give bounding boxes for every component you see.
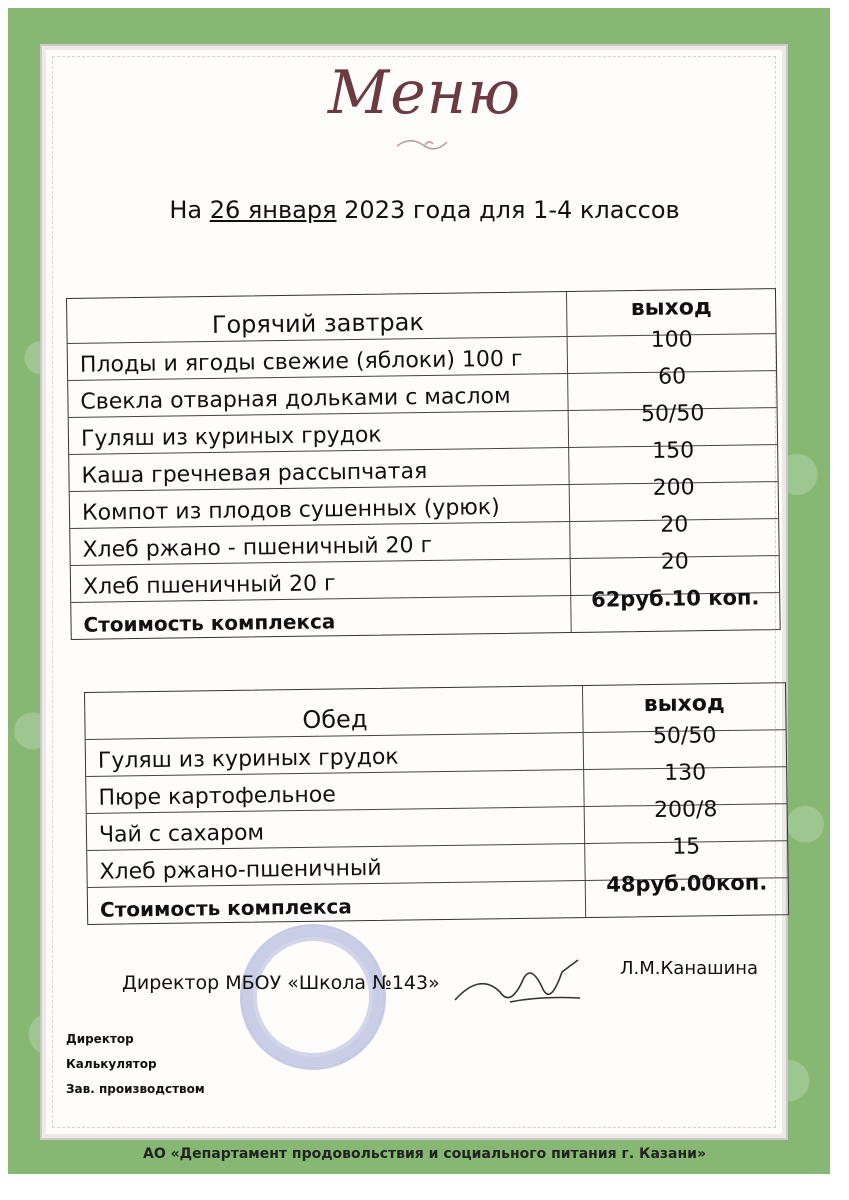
subtitle-date: 26 января bbox=[209, 196, 337, 224]
director-line: Директор МБОУ «Школа №143» bbox=[122, 972, 440, 994]
dish-portion: 150 bbox=[652, 438, 695, 464]
official-stamp bbox=[240, 924, 386, 1070]
dish-name: Хлеб пшеничный 20 г bbox=[71, 559, 571, 602]
breakfast-header-out: выход bbox=[630, 294, 712, 322]
approval-calculator: Калькулятор bbox=[66, 1057, 157, 1071]
dish-portion: 130 bbox=[664, 760, 707, 786]
total-price: 48руб.00коп. bbox=[606, 870, 768, 897]
total-label: Стоимость комплекса bbox=[71, 596, 571, 639]
dish-portion: 50/50 bbox=[640, 401, 705, 427]
menu-date-line bbox=[0, 196, 849, 224]
approval-production: Зав. производством bbox=[66, 1082, 205, 1096]
subtitle-suffix: 2023 года для 1-4 классов bbox=[336, 196, 680, 224]
lunch-header-name: Обед bbox=[85, 686, 584, 739]
menu-title: Меню bbox=[327, 58, 522, 128]
flourish-ornament-icon bbox=[395, 136, 455, 154]
breakfast-header-name: Горячий завтрак bbox=[67, 292, 568, 343]
handwritten-signature bbox=[450, 952, 590, 1022]
breakfast-table bbox=[66, 288, 781, 640]
lunch-table bbox=[84, 682, 789, 925]
director-name: Л.М.Канашина bbox=[620, 958, 759, 979]
lunch-header-out: выход bbox=[643, 691, 725, 718]
footer-organization: АО «Департамент продовольствия и социального питания г. Казани» bbox=[142, 1146, 707, 1162]
dish-name: Свекла отварная дольками с маслом bbox=[68, 374, 568, 417]
dish-name: Пюре картофельное bbox=[86, 770, 584, 813]
dish-name: Компот из плодов сушенных (урюк) bbox=[70, 485, 570, 528]
total-price: 62руб.10 коп. bbox=[590, 585, 760, 612]
approval-director: Директор bbox=[66, 1032, 134, 1046]
dish-name: Гуляш из куриных грудок bbox=[69, 411, 569, 454]
dish-portion: 20 bbox=[660, 549, 689, 575]
dish-portion: 200 bbox=[652, 475, 695, 501]
dish-portion: 200/8 bbox=[653, 797, 718, 824]
dish-name: Гуляш из куриных грудок bbox=[86, 733, 584, 776]
subtitle-prefix: На bbox=[169, 196, 210, 224]
dish-name: Каша гречневая рассыпчатая bbox=[69, 448, 569, 491]
dish-name: Хлеб ржано - пшеничный 20 г bbox=[70, 522, 570, 565]
dish-name: Чай с сахаром bbox=[87, 807, 585, 850]
dish-portion: 100 bbox=[650, 327, 693, 353]
dish-portion: 60 bbox=[657, 364, 687, 390]
dish-portion: 20 bbox=[660, 512, 689, 538]
dish-portion: 15 bbox=[672, 834, 701, 860]
dish-portion: 50/50 bbox=[652, 723, 717, 750]
dish-name: Хлеб ржано-пшеничный bbox=[87, 844, 585, 887]
total-label: Стоимость комплекса bbox=[88, 881, 586, 924]
dish-name: Плоды и ягоды свежие (яблоки) 100 г bbox=[68, 337, 568, 380]
